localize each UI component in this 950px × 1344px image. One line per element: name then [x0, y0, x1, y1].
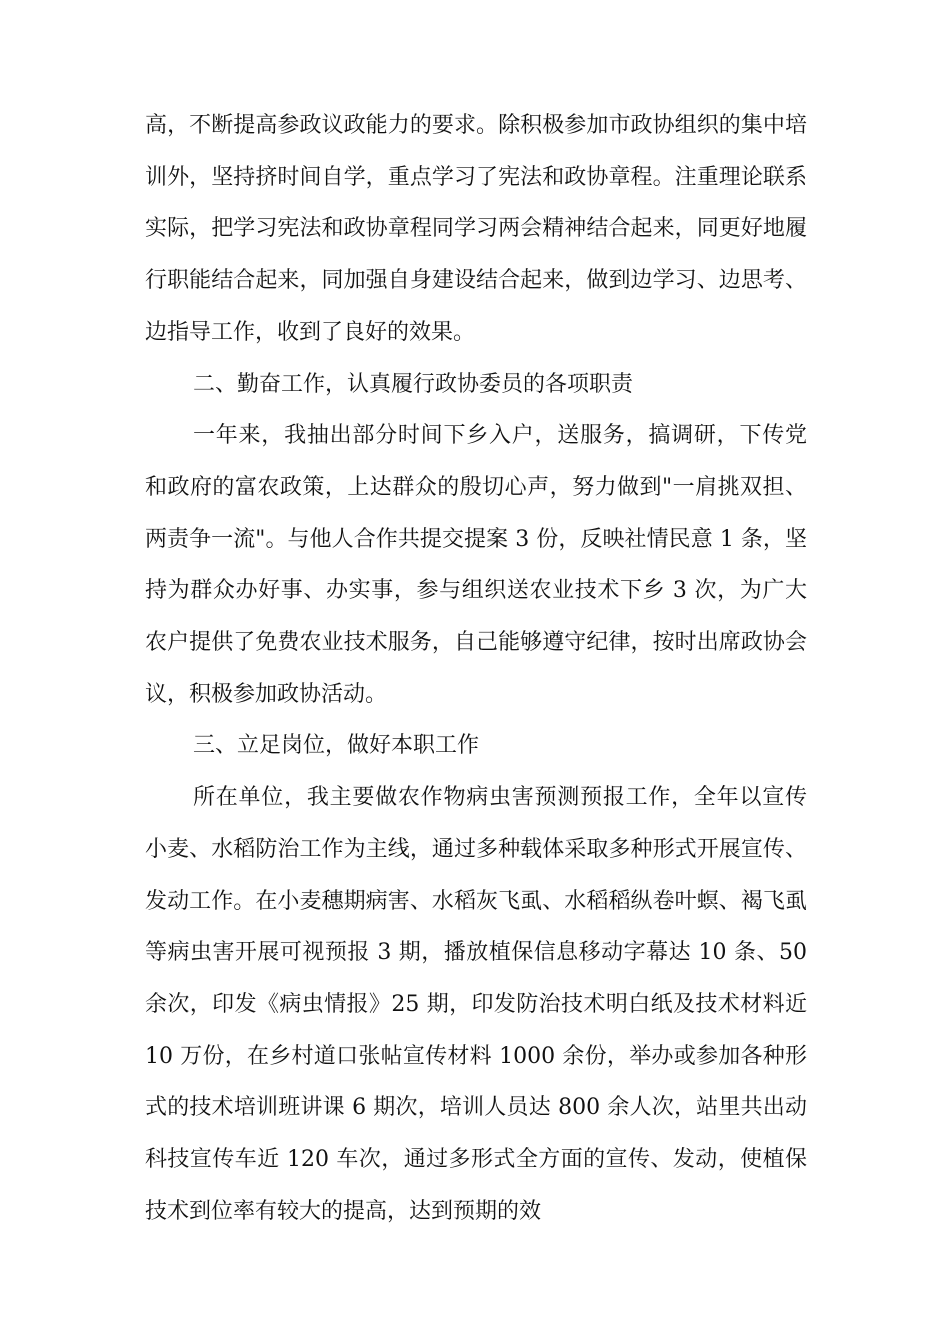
paragraph-work: 所在单位，我主要做农作物病虫害预测预报工作，全年以宣传小麦、水稻防治工作为主线，通过多种载体采取多种形式开展宣传、发动工作。在小麦穗期病害、水稻灰飞虱、水稻稻纵卷叶螟、褐飞虱等病虫害开展可视预报 3 期，播放植保信息移动字幕达 10 条、50 余次，印发《病虫情报》25 期，印发防治技术明白纸及技术材料近 10 万份，在乡村道口张帖宣传材料 1000 余份，举办或参加各种形式的技术培训班讲课 6 期次，培训人员达 800 余人次，站里共出动科技宣传车近 120 车次，通过多形式全方面的宣传、发动，使植保技术到位率有较大的提高，达到预期的效 — [145, 785, 807, 1224]
section-heading-3: 三、立足岗位，做好本职工作 — [193, 733, 480, 759]
paragraph-duties: 一年来，我抽出部分时间下乡入户，送服务，搞调研，下传党和政府的富农政策，上达群众的殷切心声，努力做到"一肩挑双担、两责争一流"。与他人合作共提交提案 3 份，反映社情民意 1 条，坚持为群众办好事、办实事，参与组织送农业技术下乡 3 次，为广大农户提供了免费农业技术服务，自己能够遵守纪律，按时出席政协会议，积极参加政协活动。 — [145, 423, 807, 707]
section-heading-2: 二、勤奋工作，认真履行政协委员的各项职责 — [193, 371, 634, 397]
document-body — [145, 100, 807, 1237]
paragraph-continuation: 高，不断提高参政议政能力的要求。除积极参加市政协组织的集中培训外，坚持挤时间自学，重点学习了宪法和政协章程。注重理论联系实际，把学习宪法和政协章程同学习两会精神结合起来，同更好地履行职能结合起来，同加强自身建设结合起来，做到边学习、边思考、边指导工作，收到了良好的效果。 — [145, 113, 807, 345]
